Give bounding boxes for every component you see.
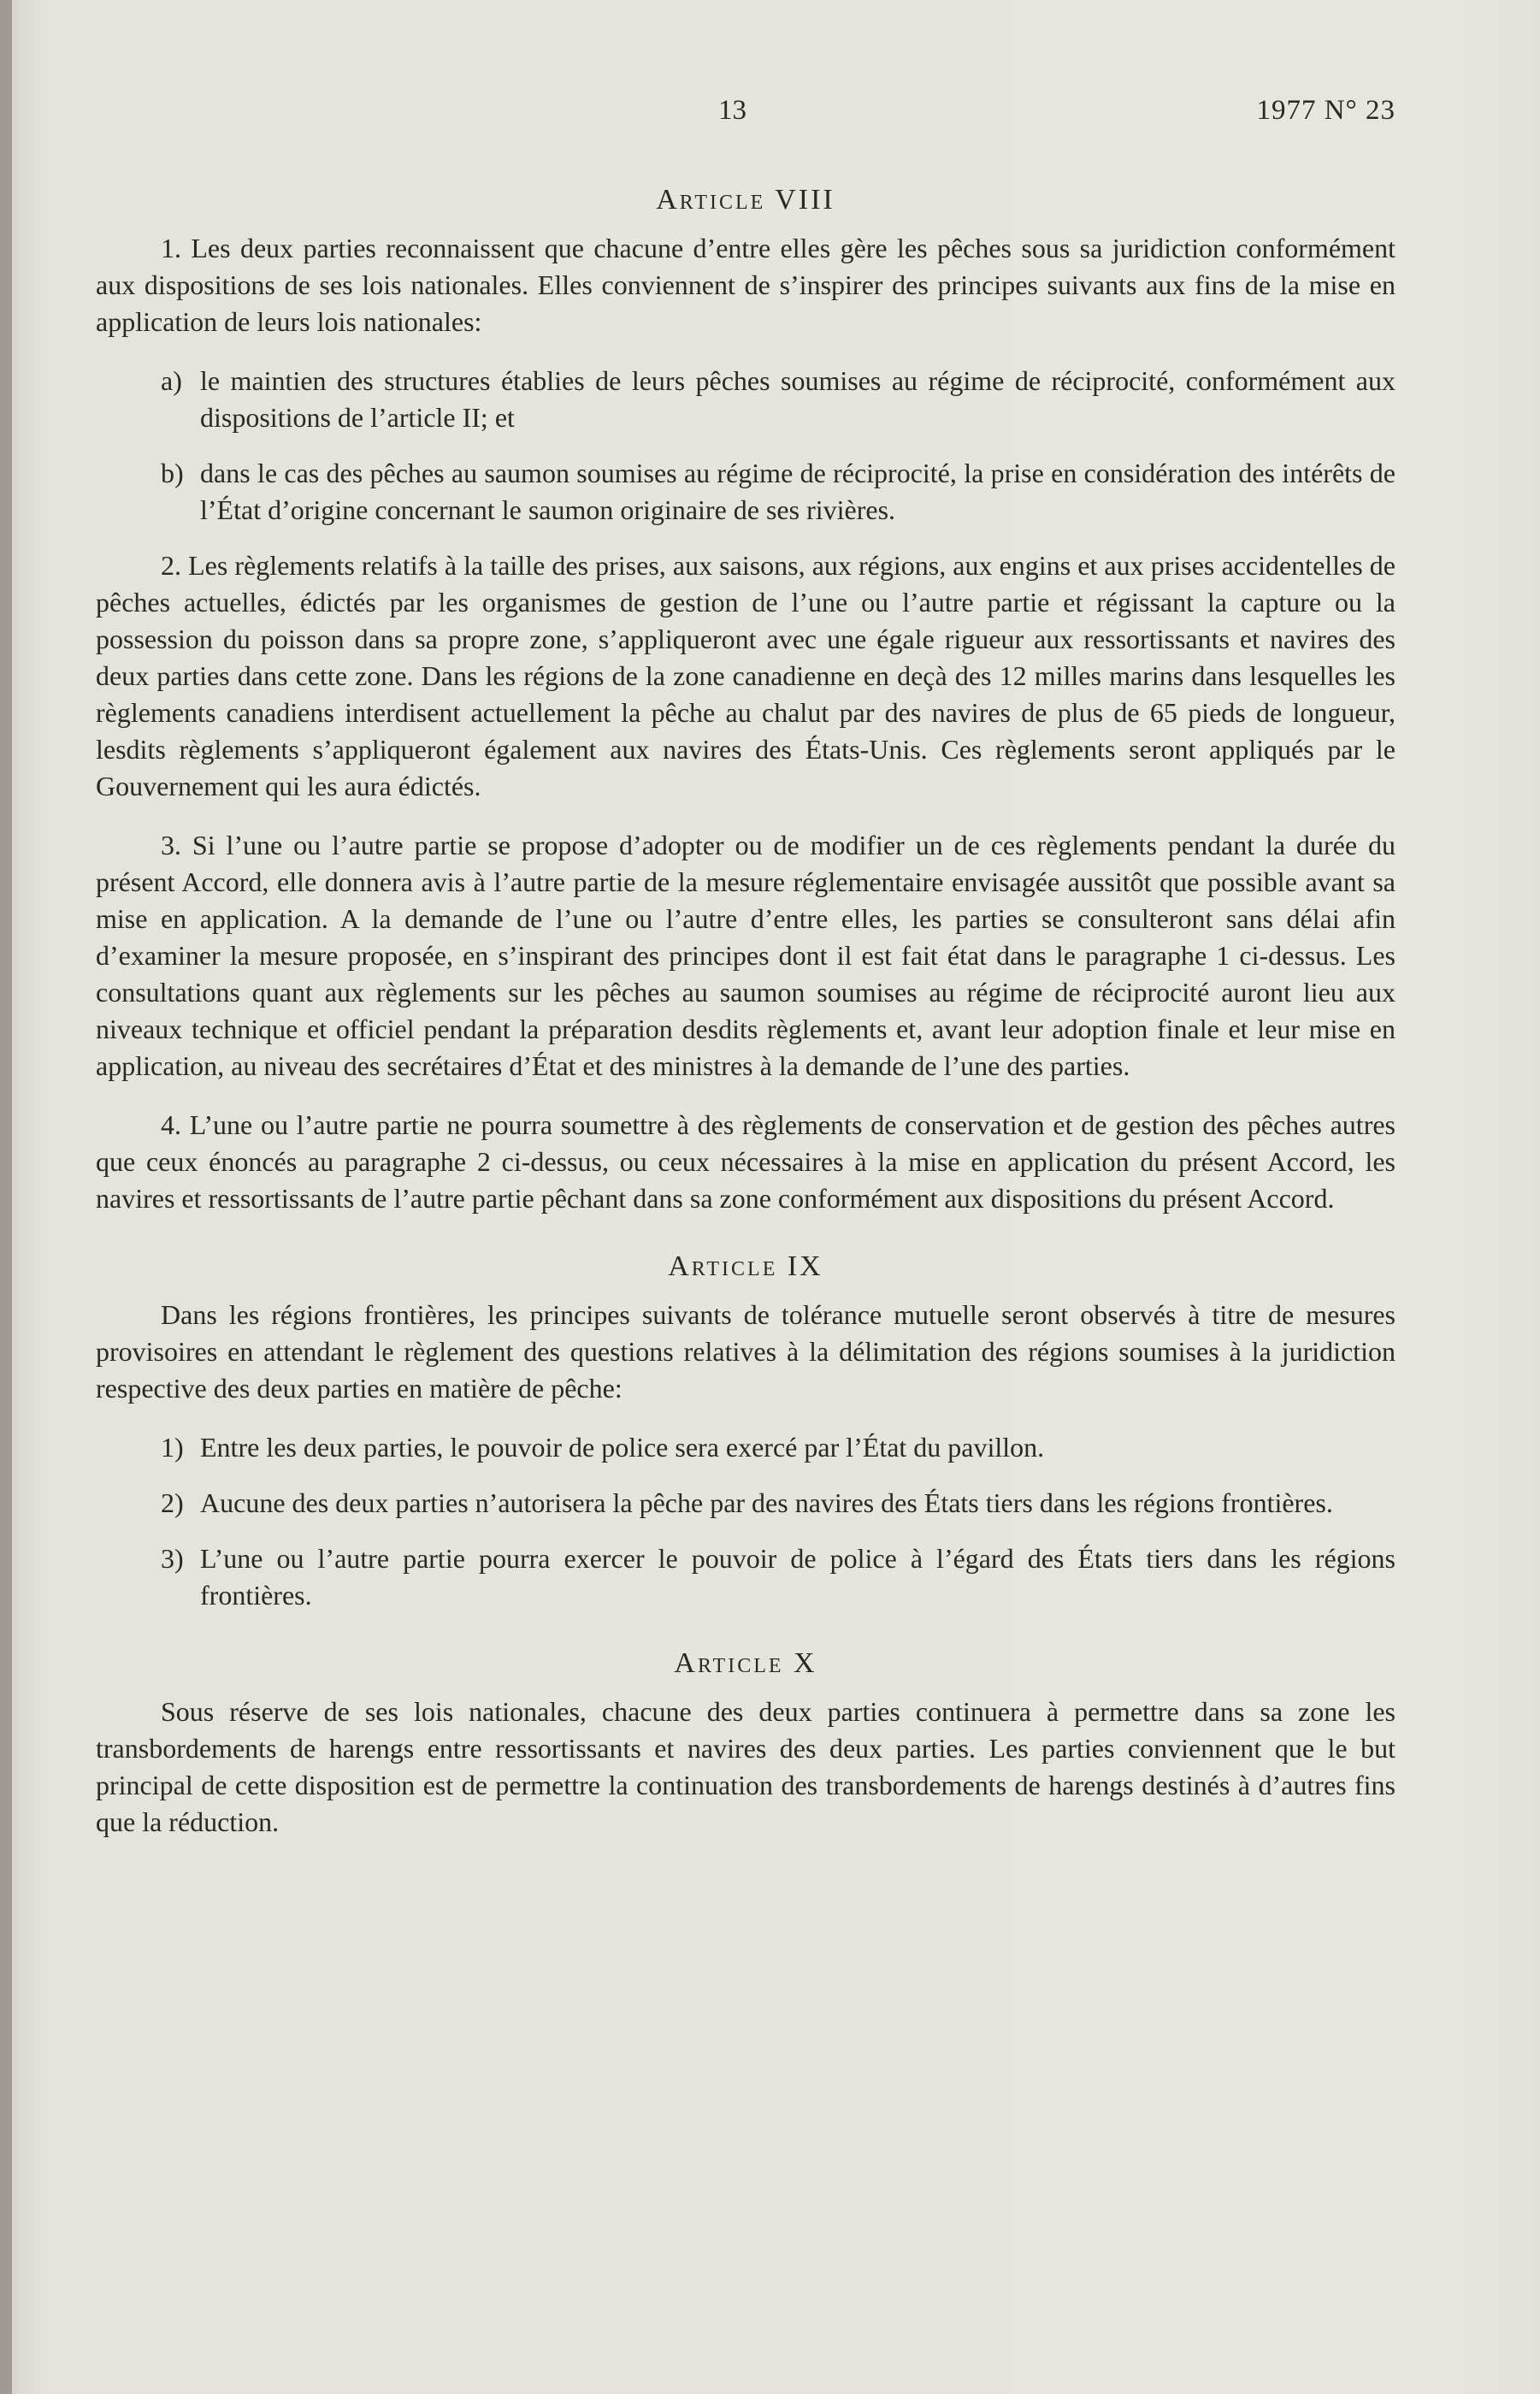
article-viii-title: Article VIII xyxy=(656,184,835,216)
list-item xyxy=(96,363,1395,436)
list-item-marker: 1) xyxy=(161,1432,184,1463)
page-number: 13 xyxy=(718,95,746,126)
list-item xyxy=(96,1540,1395,1614)
article-x-title: Article X xyxy=(674,1647,817,1679)
article-viii-paragraph-2: 2. Les règlements relatifs à la taille des prises, aux saisons, aux régions, aux engins et aux prises accidentelles de pêches actuelles, édictés par les organismes de gestion de l’une ou l’autre partie et régissant la capture ou la possession du poisson dans sa propre zone, s’appliqueront avec une égale rigueur aux ressortissants et navires des deux parties dans cette zone. Dans les régions de la zone canadienne en deçà des 12 milles marins dans lesquelles les règlements canadiens interdisent actuellement la pêche au chalut par des navires de plus de 65 pieds de longueur, lesdits règlements s’appliqueront également aux navires des États-Unis. Ces règlements seront appliqués par le Gouvernement qui les aura édictés. xyxy=(96,550,1395,801)
list-item-text: le maintien des structures établies de leurs pêches soumises au régime de réciprocité, conformément aux dispositions de l’article II; et xyxy=(200,365,1395,433)
article-ix-title: Article IX xyxy=(668,1250,823,1282)
list-item-text: L’une ou l’autre partie pourra exercer le pouvoir de police à l’égard des États tiers dans les régions frontières. xyxy=(200,1543,1395,1611)
article-viii-paragraph-4: 4. L’une ou l’autre partie ne pourra soumettre à des règlements de conservation et de gestion des pêches autres que ceux énoncés au paragraphe 2 ci-dessus, ou ceux nécessaires à la mise en application du présent Accord, les navires et ressortissants de l’autre partie pêchant dans sa zone conformément aux dispositions du présent Accord. xyxy=(96,1109,1395,1214)
binding-gutter xyxy=(0,0,12,2394)
list-item-marker: a) xyxy=(161,365,182,396)
list-item-text: Entre les deux parties, le pouvoir de police sera exercé par l’État du pavillon. xyxy=(200,1432,1045,1463)
list-item-text: Aucune des deux parties n’autorisera la pêche par des navires des États tiers dans les régions frontières. xyxy=(200,1487,1333,1518)
article-ix-intro: Dans les régions frontières, les principes suivants de tolérance mutuelle seront observés à titre de mesures provisoires en attendant le règlement des questions relatives à la délimitation des régions soumises à la juridiction respective des deux parties en matière de pêche: xyxy=(96,1299,1395,1404)
document-reference: 1977 N° 23 xyxy=(1256,95,1395,126)
list-item xyxy=(96,1429,1395,1466)
list-item xyxy=(96,455,1395,529)
list-item-marker: b) xyxy=(161,458,184,488)
page-content xyxy=(96,92,1395,1863)
list-item-marker: 3) xyxy=(161,1543,184,1574)
article-x-paragraph: Sous réserve de ses lois nationales, chacune des deux parties continuera à permettre dans sa zone les transbordements de harengs entre ressortissants et navires des deux parties. Les parties conviennent que le but principal de cette disposition est de permettre la continuation des transbordements de harengs destinés à d’autres fins que la réduction. xyxy=(96,1696,1395,1837)
article-viii-paragraph-1: 1. Les deux parties reconnaissent que chacune d’entre elles gère les pêches sous sa juridiction conformément aux dispositions de ses lois nationales. Elles conviennent de s’inspirer des principes suivants aux fins de la mise en application de leurs lois nationales: xyxy=(96,233,1395,337)
list-item-text: dans le cas des pêches au saumon soumises au régime de réciprocité, la prise en considération des intérêts de l’État d’origine concernant le saumon originaire de ses rivières. xyxy=(200,458,1395,525)
article-viii-paragraph-3: 3. Si l’une ou l’autre partie se propose d’adopter ou de modifier un de ces règlements pendant la durée du présent Accord, elle donnera avis à l’autre partie de la mesure réglementaire envisagée aussitôt que possible avant sa mise en application. A la demande de l’une ou l’autre d’entre elles, les parties se consulteront sans délai afin d’examiner la mesure proposée, en s’inspirant des principes dont il est fait état dans le paragraphe 1 ci-dessus. Les consultations quant aux règlements sur les pêches au saumon soumises au régime de réciprocité auront lieu aux niveaux technique et officiel pendant la préparation desdits règlements et, avant leur adoption finale et leur mise en application, au niveau des secrétaires d’État et des ministres à la demande de l’une des parties. xyxy=(96,830,1395,1081)
page-header xyxy=(96,92,1395,144)
list-item xyxy=(96,1485,1395,1522)
list-item-marker: 2) xyxy=(161,1487,184,1518)
